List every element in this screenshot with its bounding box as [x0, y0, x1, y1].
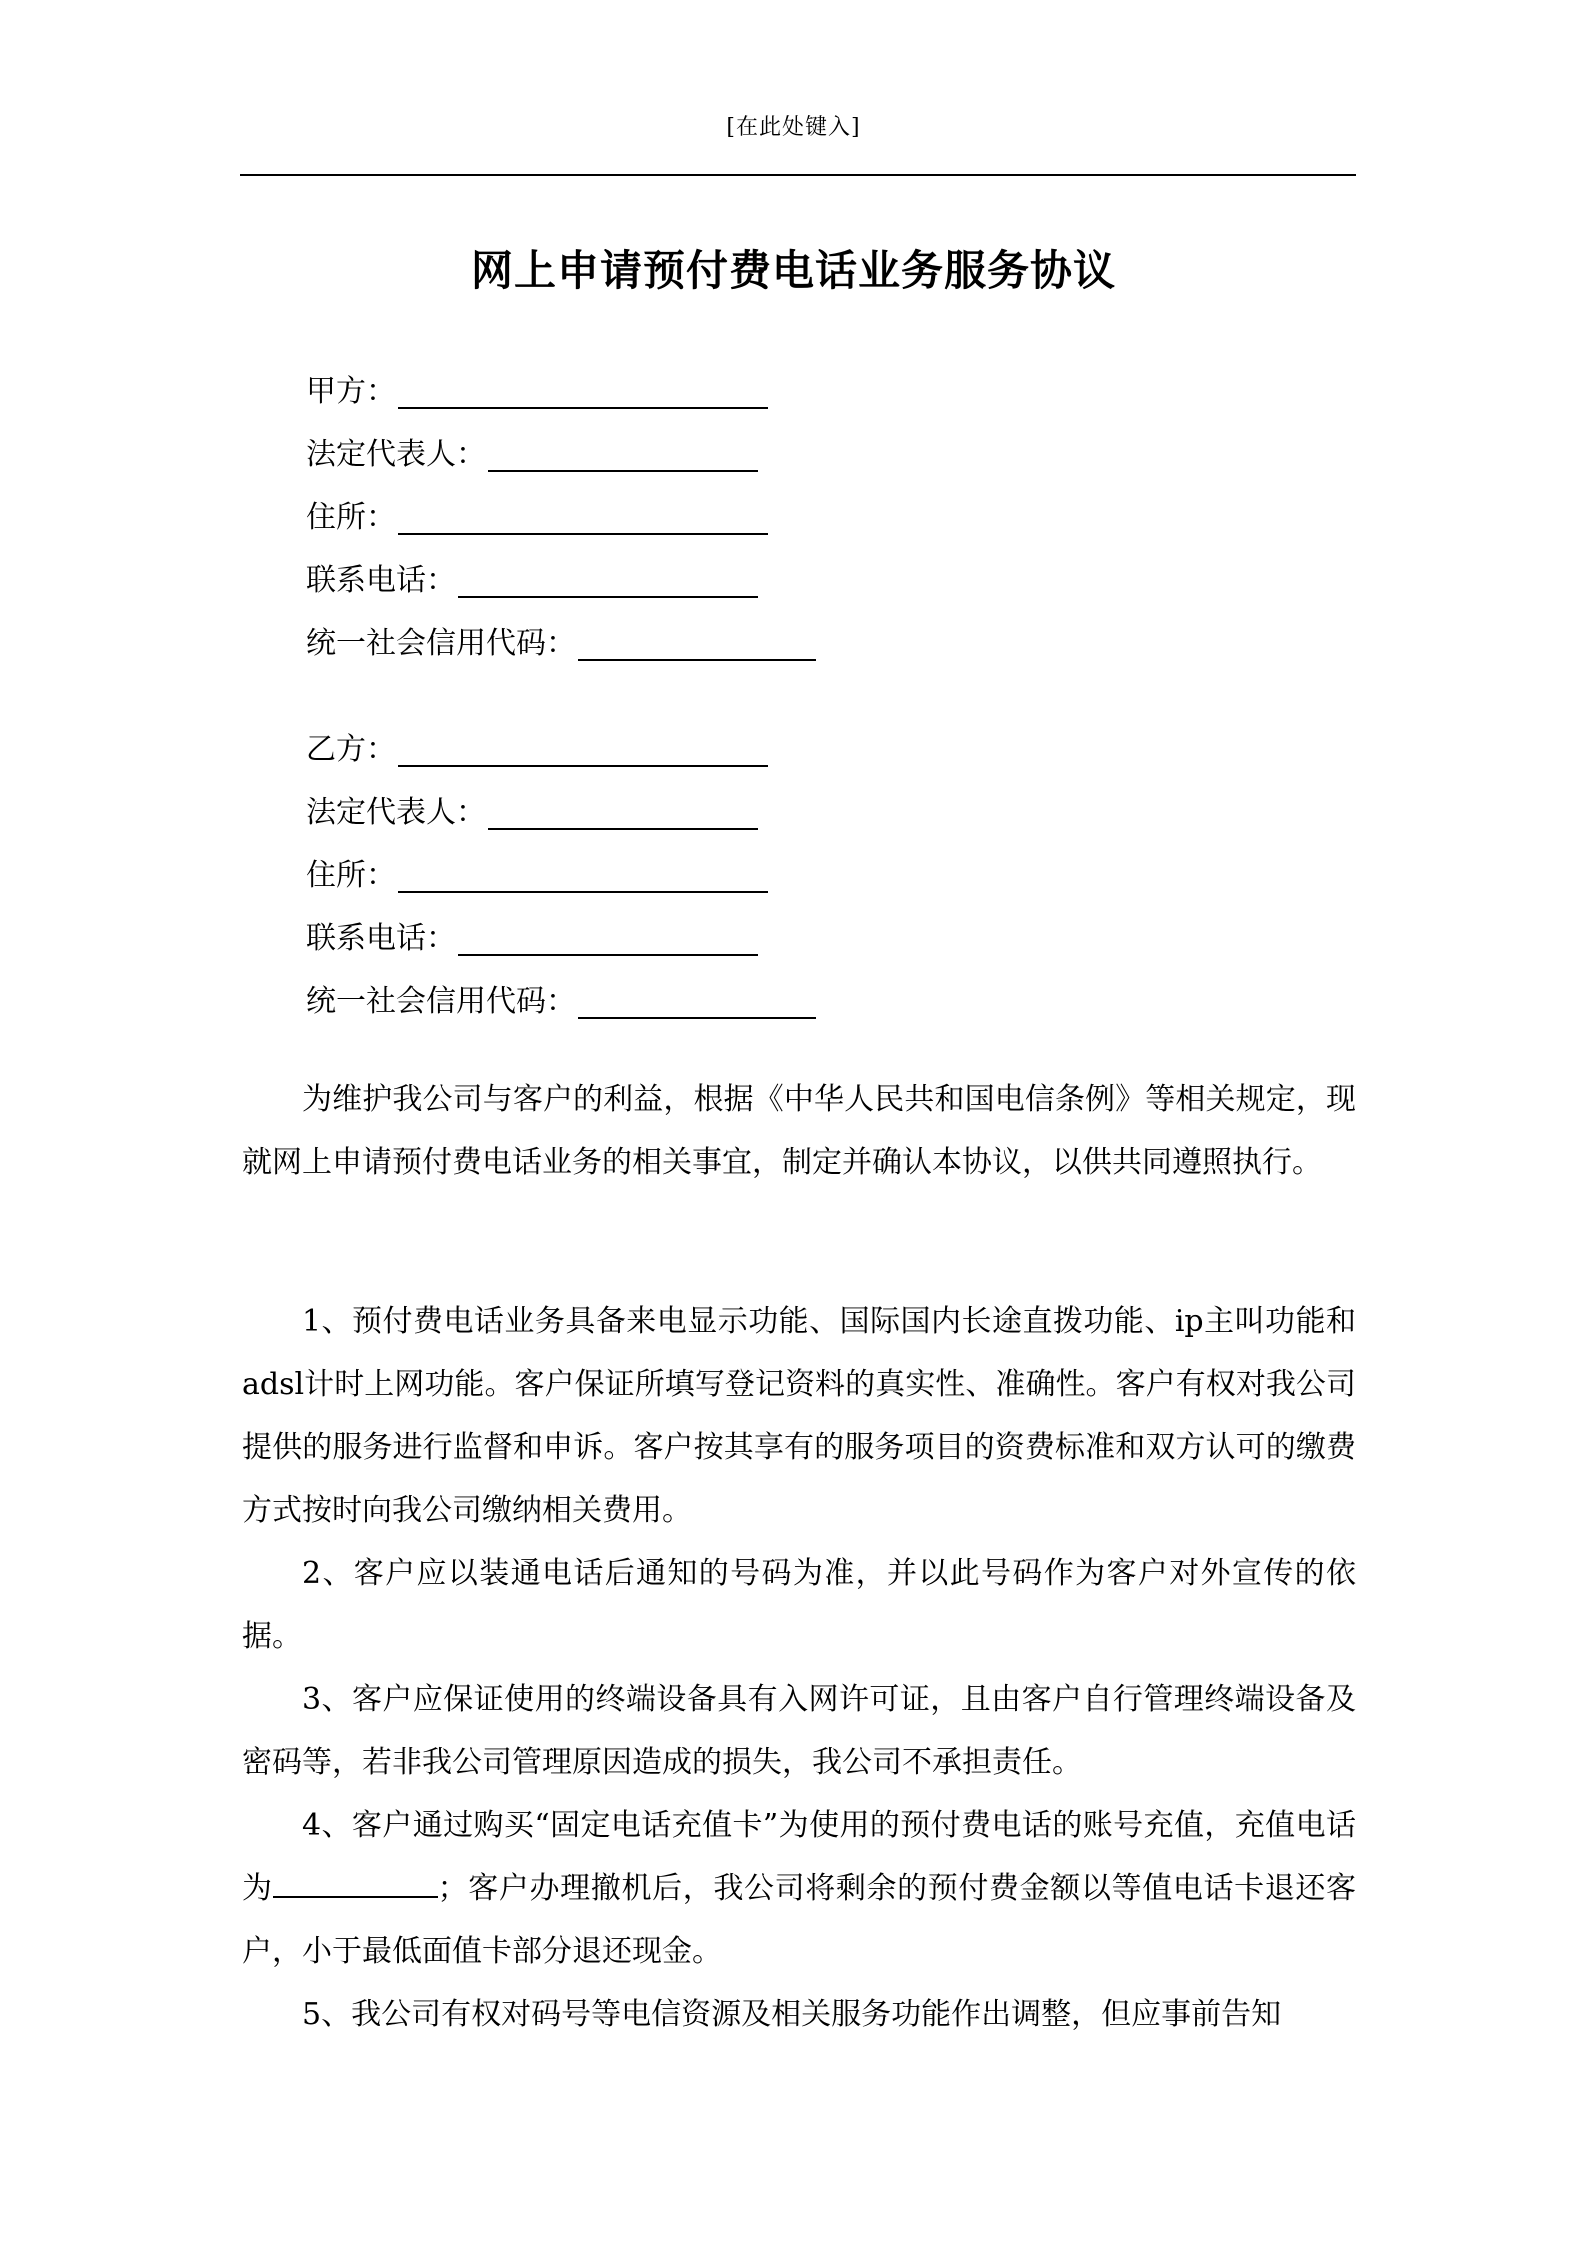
- page-header: [在此处键入]: [726, 115, 861, 140]
- clauses-section: [242, 1290, 1356, 2046]
- party-b-phone-row: [306, 907, 816, 970]
- party-a-address-blank[interactable]: [398, 531, 768, 535]
- party-b-address-label: 住所：: [306, 858, 396, 893]
- clause-1: 1、预付费电话业务具备来电显示功能、国际国内长途直拨功能、ip主叫功能和adsl计时上网功能。客户保证所填写登记资料的真实性、准确性。客户有权对我公司提供的服务进行监督和申诉。客户按其享有的服务项目的资费标准和双方认可的缴费方式按时向我公司缴纳相关费用。: [242, 1304, 1356, 1528]
- party-b-phone-label: 联系电话：: [306, 921, 456, 956]
- party-a-legal-rep-row: [306, 423, 816, 486]
- party-b-phone-blank[interactable]: [458, 952, 758, 956]
- party-b-credit-code-row: [306, 970, 816, 1033]
- party-a-name-row: [306, 360, 816, 423]
- party-b-legal-rep-row: [306, 781, 816, 844]
- party-a-credit-code-label: 统一社会信用代码：: [306, 626, 576, 661]
- clause-3: 3、客户应保证使用的终端设备具有入网许可证，且由客户自行管理终端设备及密码等，若非我公司管理原因造成的损失，我公司不承担责任。: [242, 1682, 1356, 1780]
- clause-4-text-before: 4、客户通过购买“固定电话充值卡”为使用的预付费电话的账号充值，充值电话为: [242, 1808, 1356, 1906]
- recharge-phone-blank[interactable]: [273, 1870, 438, 1898]
- document-title: 网上申请预付费电话业务服务协议: [470, 246, 1116, 295]
- party-a-block: [306, 360, 816, 675]
- party-a-phone-blank[interactable]: [458, 594, 758, 598]
- party-a-legal-rep-blank[interactable]: [488, 468, 758, 472]
- party-b-credit-code-blank[interactable]: [578, 1015, 816, 1019]
- clause-5: 5、我公司有权对码号等电信资源及相关服务功能作出调整，但应事前告知: [302, 1997, 1282, 2032]
- party-a-credit-code-row: [306, 612, 816, 675]
- party-b-address-blank[interactable]: [398, 889, 768, 893]
- party-a-label: 甲方：: [306, 374, 396, 409]
- party-a-address-label: 住所：: [306, 500, 396, 535]
- clause-2: 2、客户应以装通电话后通知的号码为准，并以此号码作为客户对外宣传的依据。: [242, 1556, 1356, 1654]
- party-b-name-row: [306, 718, 816, 781]
- party-a-legal-rep-label: 法定代表人：: [306, 437, 486, 472]
- party-b-name-blank[interactable]: [398, 763, 768, 767]
- party-a-credit-code-blank[interactable]: [578, 657, 816, 661]
- party-b-address-row: [306, 844, 816, 907]
- header-divider: [240, 174, 1356, 176]
- intro-paragraph: 为维护我公司与客户的利益，根据《中华人民共和国电信条例》等相关规定，现就网上申请预付费电话业务的相关事宜，制定并确认本协议，以供共同遵照执行。: [242, 1082, 1356, 1180]
- party-b-label: 乙方：: [306, 732, 396, 767]
- clause-4: [242, 1794, 1356, 1983]
- party-b-block: [306, 718, 816, 1033]
- party-a-address-row: [306, 486, 816, 549]
- party-b-legal-rep-label: 法定代表人：: [306, 795, 486, 830]
- intro-section: [242, 1068, 1356, 1194]
- clause-4-text-after: ；客户办理撤机后，我公司将剩余的预付费金额以等值电话卡退还客户，小于最低面值卡部分退还现金。: [242, 1871, 1357, 1969]
- party-a-name-blank[interactable]: [398, 405, 768, 409]
- party-b-legal-rep-blank[interactable]: [488, 826, 758, 830]
- party-a-phone-row: [306, 549, 816, 612]
- party-a-phone-label: 联系电话：: [306, 563, 456, 598]
- party-b-credit-code-label: 统一社会信用代码：: [306, 984, 576, 1019]
